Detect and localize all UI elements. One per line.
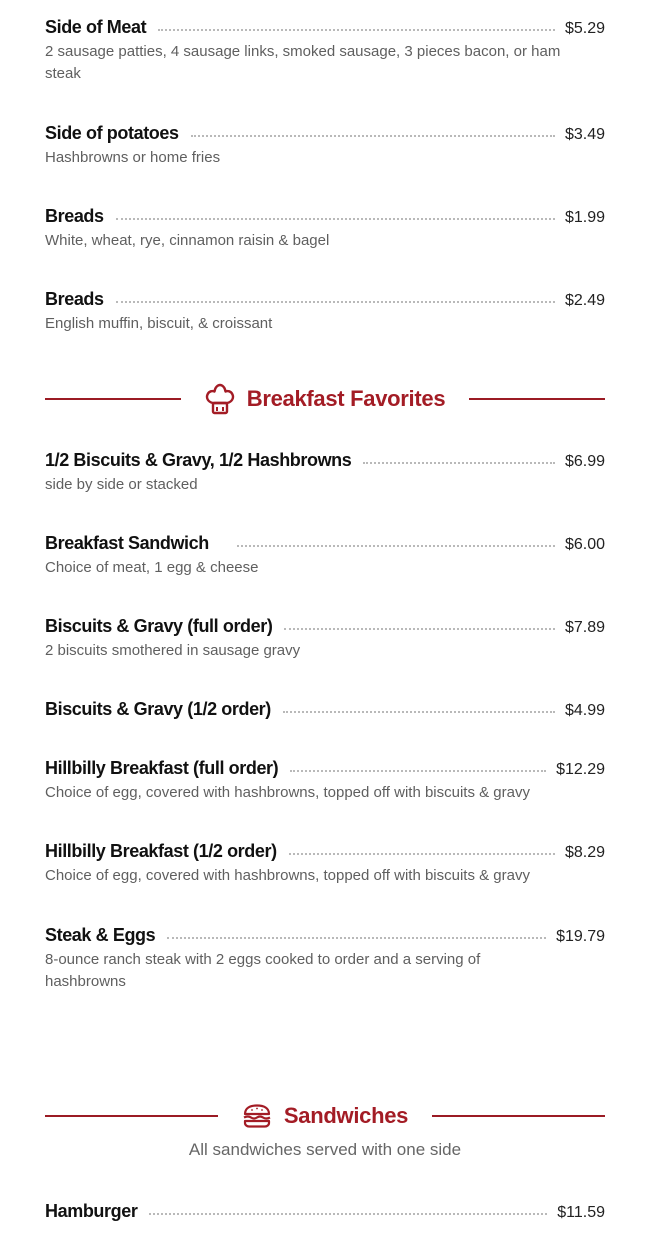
divider-line [45, 1115, 218, 1117]
section-header-sandwiches [45, 1099, 605, 1133]
menu-item [45, 447, 605, 496]
leader-dots [167, 937, 546, 939]
menu-item [45, 696, 605, 722]
item-description: Choice of egg, covered with hashbrowns, topped off with biscuits & gravy [45, 867, 530, 884]
item-price: $8.29 [564, 844, 605, 861]
item-price: $6.99 [564, 453, 605, 470]
item-name: Side of Meat [45, 16, 147, 37]
menu-item [45, 286, 605, 335]
chef-hat-icon [205, 383, 235, 415]
item-price: $4.99 [564, 702, 605, 719]
menu-item [45, 120, 605, 169]
item-price: $2.49 [564, 292, 605, 309]
divider-line [432, 1115, 605, 1117]
section-title: Sandwiches [283, 1103, 409, 1128]
section-header-breakfast [45, 382, 605, 416]
item-price: $7.89 [564, 619, 605, 636]
menu-item [45, 1198, 605, 1224]
item-name: Biscuits & Gravy (1/2 order) [45, 698, 271, 719]
item-price: $1.99 [564, 209, 605, 226]
item-price: $6.00 [564, 536, 605, 553]
item-name: Breads [45, 288, 104, 309]
divider-line [45, 398, 181, 400]
menu-item [45, 838, 605, 887]
item-name: Biscuits & Gravy (full order) [45, 615, 273, 636]
menu-item [45, 755, 605, 804]
menu-item [45, 14, 605, 85]
leader-dots [283, 711, 555, 713]
leader-dots [290, 770, 546, 772]
item-name: 1/2 Biscuits & Gravy, 1/2 Hashbrowns [45, 449, 352, 470]
item-description: 2 sausage patties, 4 sausage links, smoked sausage, 3 pieces bacon, or ham steak [45, 43, 561, 82]
leader-dots [363, 462, 555, 464]
item-description: side by side or stacked [45, 476, 198, 493]
item-price: $19.79 [556, 928, 605, 945]
item-name: Steak & Eggs [45, 924, 156, 945]
item-description: Choice of meat, 1 egg & cheese [45, 559, 259, 576]
menu-item [45, 613, 605, 662]
menu-item [45, 530, 605, 579]
leader-dots [116, 301, 555, 303]
item-description: White, wheat, rye, cinnamon raisin & bagel [45, 232, 330, 249]
divider-line [469, 398, 605, 400]
item-price: $11.59 [557, 1204, 605, 1221]
item-description: English muffin, biscuit, & croissant [45, 315, 273, 332]
item-name: Breads [45, 205, 104, 226]
leader-dots [158, 29, 555, 31]
leader-dots [284, 628, 554, 630]
leader-dots [149, 1213, 547, 1215]
leader-dots [191, 135, 555, 137]
item-description: Hashbrowns or home fries [45, 149, 221, 166]
leader-dots [237, 545, 555, 547]
item-price: $5.29 [564, 20, 605, 37]
item-name: Breakfast Sandwich [45, 532, 209, 553]
item-description: 2 biscuits smothered in sausage gravy [45, 642, 301, 659]
leader-dots [116, 218, 555, 220]
section-subtitle: All sandwiches served with one side [188, 1140, 462, 1159]
item-name: Hillbilly Breakfast (1/2 order) [45, 840, 277, 861]
item-description: 8-ounce ranch steak with 2 eggs cooked to order and a serving of hashbrowns [45, 951, 481, 990]
item-name: Hamburger [45, 1200, 138, 1221]
item-price: $12.29 [556, 761, 605, 778]
item-description: Choice of egg, covered with hashbrowns, topped off with biscuits & gravy [45, 784, 530, 801]
menu-item [45, 922, 605, 993]
leader-dots [289, 853, 555, 855]
section-title: Breakfast Favorites [246, 386, 446, 411]
menu-item [45, 203, 605, 252]
item-name: Side of potatoes [45, 122, 179, 143]
burger-icon [242, 1104, 272, 1128]
item-name: Hillbilly Breakfast (full order) [45, 757, 279, 778]
item-price: $3.49 [564, 126, 605, 143]
